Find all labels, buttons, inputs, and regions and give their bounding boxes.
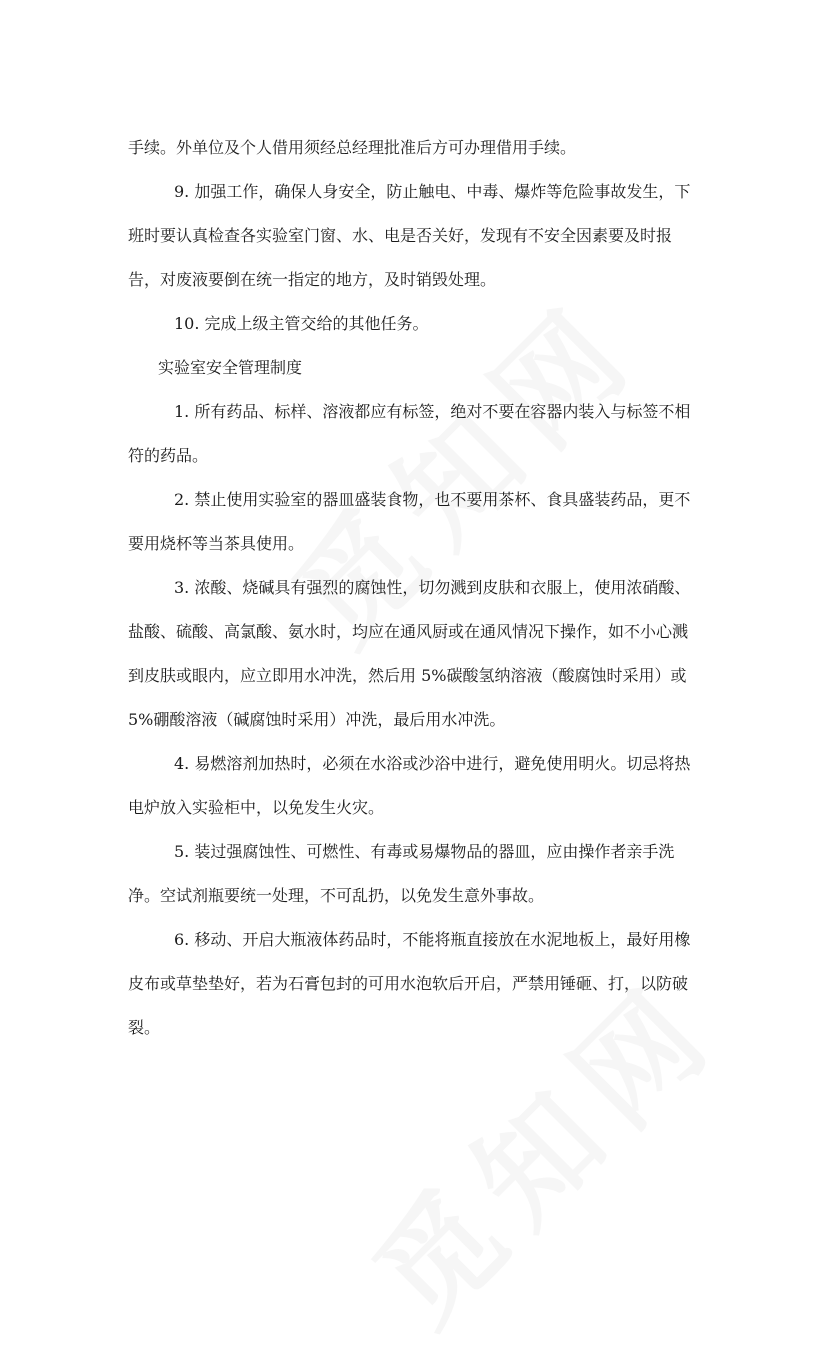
- text-line: 5%硼酸溶液（碱腐蚀时采用）冲洗，最后用水冲洗。: [128, 710, 506, 729]
- text-line: 4. 易燃溶剂加热时，必须在水浴或沙浴中进行，避免使用明火。切忌将热: [174, 754, 691, 773]
- text-line: 9. 加强工作，确保人身安全，防止触电、中毒、爆炸等危险事故发生，下: [174, 182, 691, 201]
- text-line: 1. 所有药品、标样、溶液都应有标签，绝对不要在容器内装入与标签不相: [174, 402, 691, 421]
- text-line: 盐酸、硫酸、高氯酸、氨水时，均应在通风厨或在通风情况下操作，如不小心溅: [128, 622, 689, 641]
- text-line: 班时要认真检查各实验室门窗、水、电是否关好，发现有不安全因素要及时报: [128, 226, 673, 245]
- text-line: 手续。外单位及个人借用须经总经理批准后方可办理借用手续。: [128, 138, 577, 157]
- text-line: 净。空试剂瓶要统一处理，不可乱扔，以免发生意外事故。: [128, 886, 545, 905]
- text-line: 告，对废液要倒在统一指定的地方，及时销毁处理。: [128, 270, 497, 289]
- text-line: 10. 完成上级主管交给的其他任务。: [174, 314, 429, 333]
- section-heading: 实验室安全管理制度: [158, 358, 303, 377]
- text-line: 电炉放入实验柜中，以免发生火灾。: [128, 798, 385, 817]
- text-line: 要用烧杯等当茶具使用。: [128, 534, 305, 553]
- text-line: 3. 浓酸、烧碱具有强烈的腐蚀性，切勿溅到皮肤和衣服上，使用浓硝酸、: [174, 578, 691, 597]
- text-line: 5. 装过强腐蚀性、可燃性、有毒或易爆物品的器皿，应由操作者亲手洗: [174, 842, 675, 861]
- text-line: 2. 禁止使用实验室的器皿盛装食物，也不要用茶杯、食具盛装药品，更不: [174, 490, 691, 509]
- document-body: [128, 138, 728, 1062]
- text-line: 皮布或草垫垫好，若为石膏包封的可用水泡软后开启，严禁用锤砸、打，以防破: [128, 974, 689, 993]
- text-line: 到皮肤或眼内，应立即用水冲洗，然后用 5%碳酸氢纳溶液（酸腐蚀时采用）或: [128, 666, 687, 685]
- text-line: 裂。: [128, 1018, 161, 1037]
- text-line: 符的药品。: [128, 446, 209, 465]
- text-line: 6. 移动、开启大瓶液体药品时，不能将瓶直接放在水泥地板上，最好用橡: [174, 930, 691, 949]
